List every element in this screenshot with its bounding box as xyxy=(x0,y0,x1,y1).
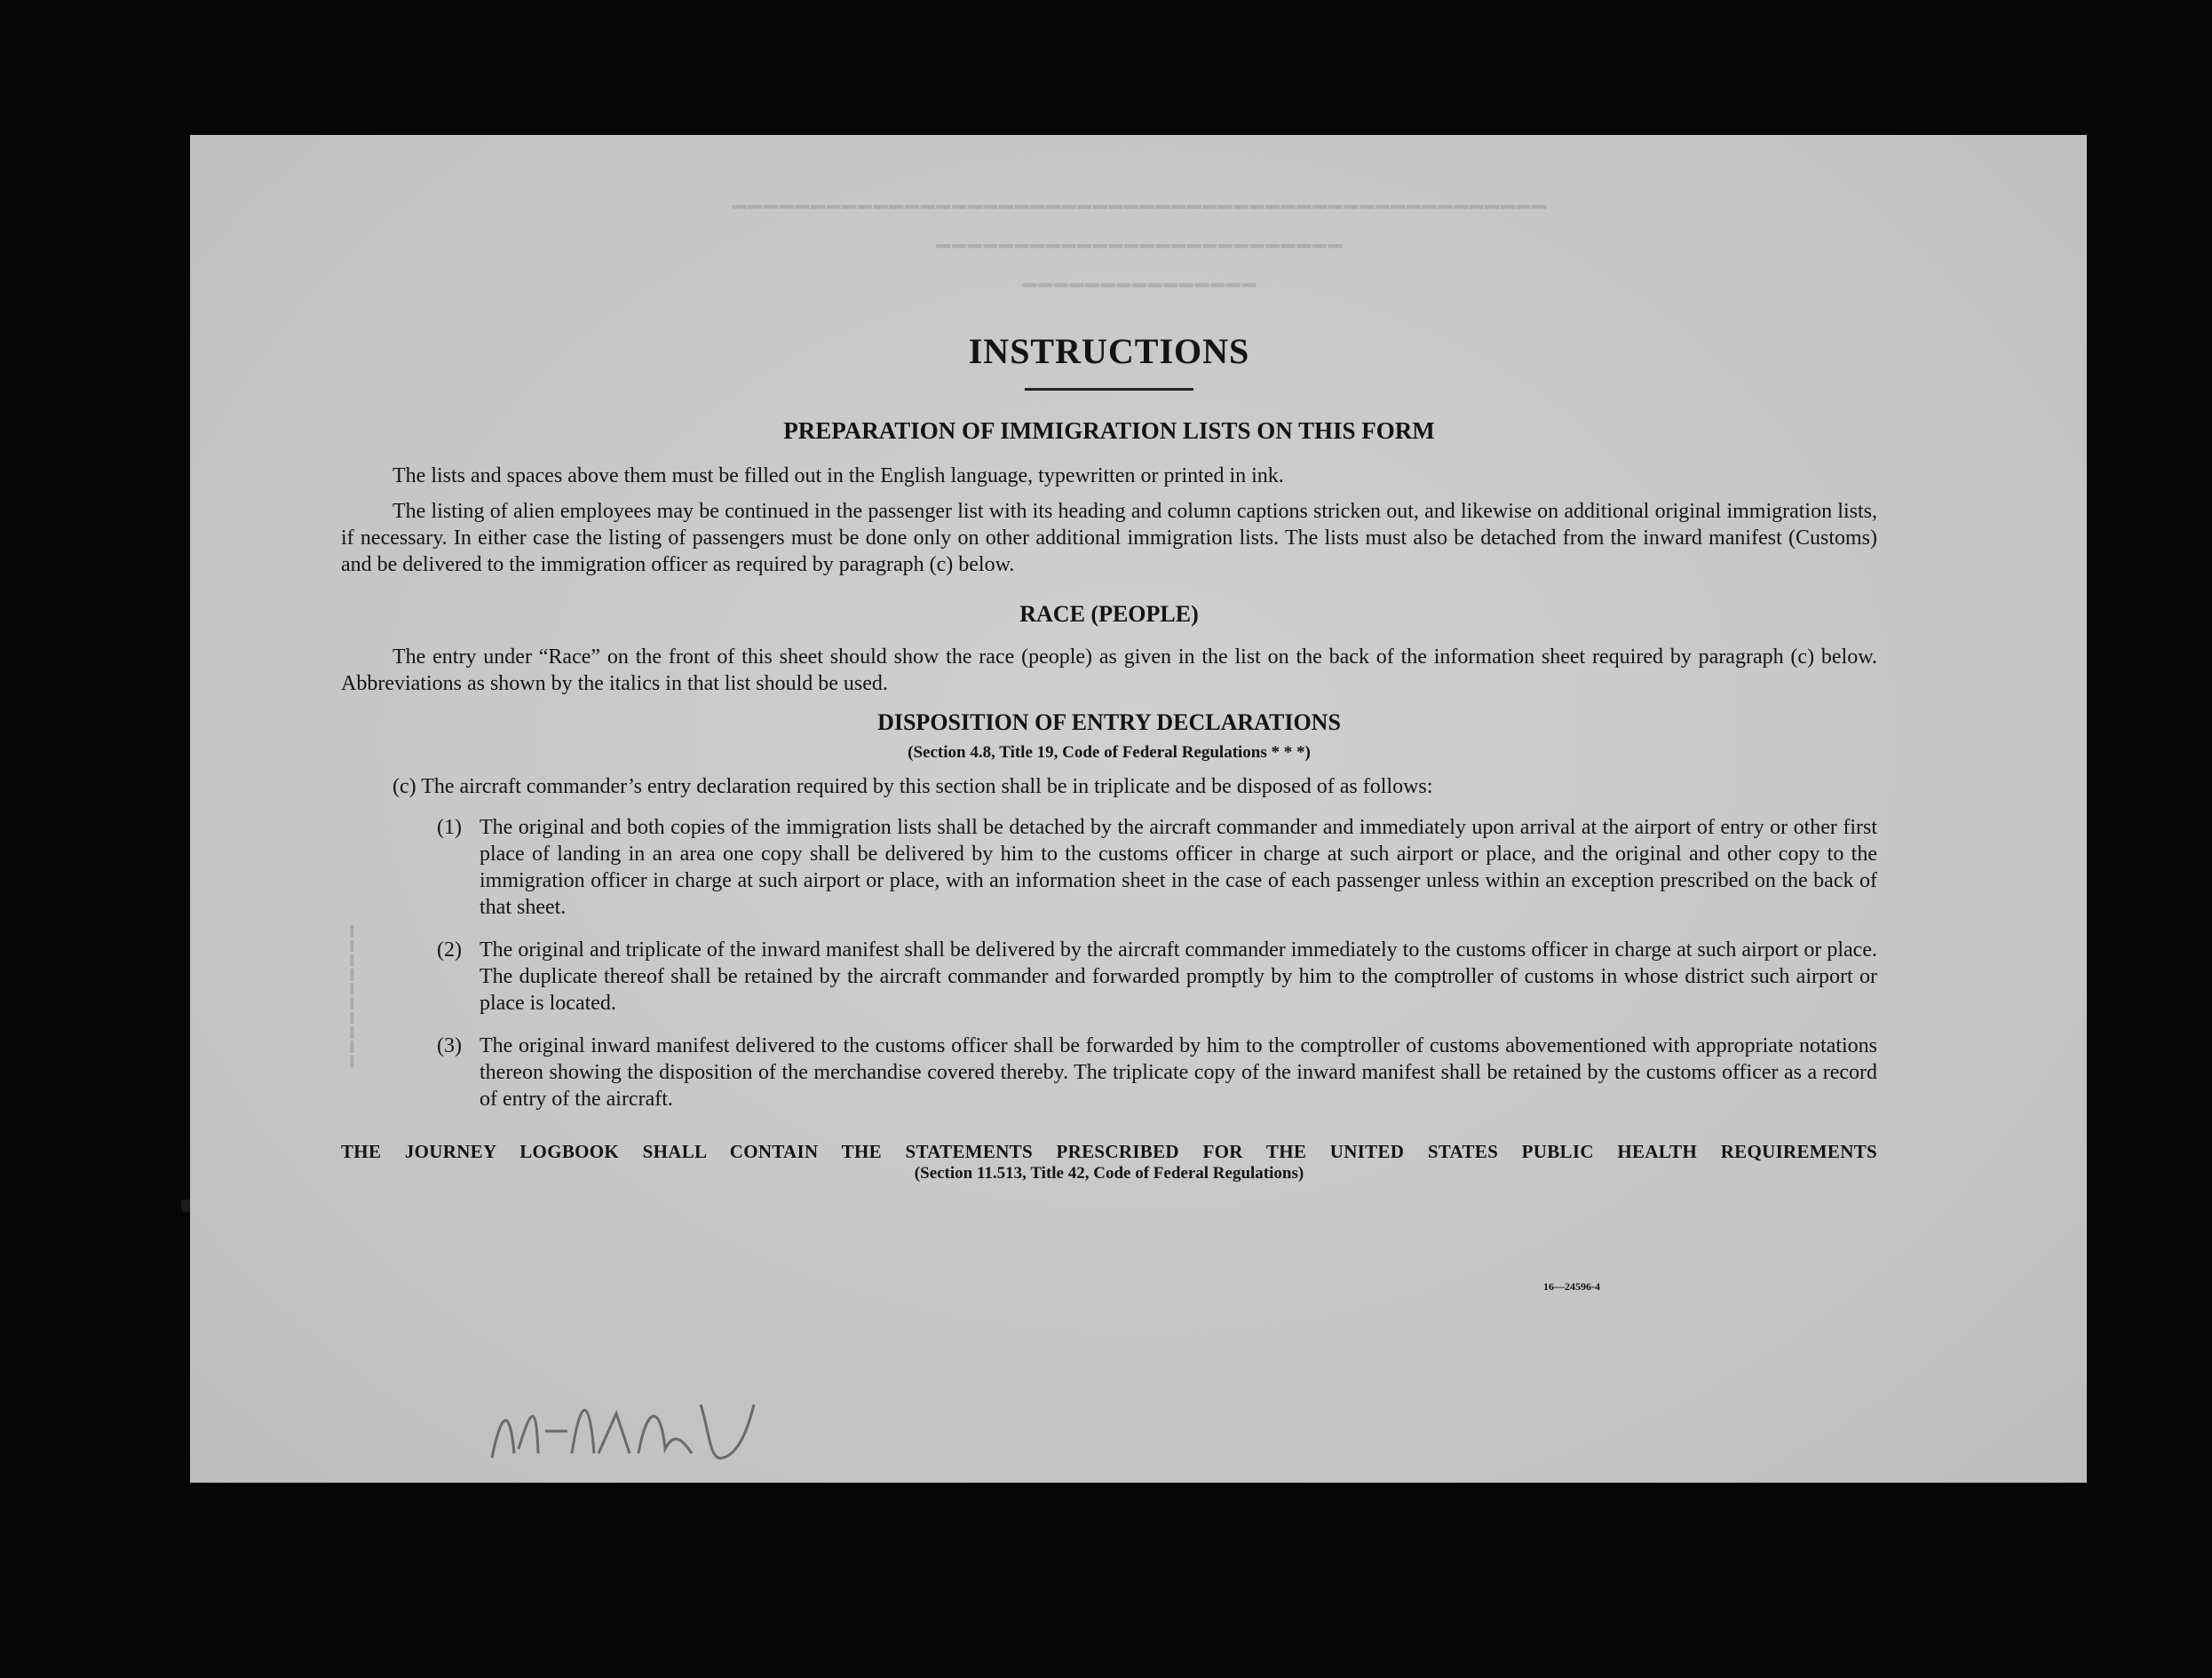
footer-statement: THE JOURNEY LOGBOOK SHALL CONTAIN THE STATEMENTS PRESCRIBED FOR THE UNITED STATES PUBLIC HEALTH REQUIREMENTS xyxy=(341,1141,1877,1162)
list-item xyxy=(341,814,1877,921)
section-citation: (Section 4.8, Title 19, Code of Federal Regulations * * *) xyxy=(908,743,1311,762)
section-heading-preparation: PREPARATION OF IMMIGRATION LISTS ON THIS FORM xyxy=(783,417,1435,444)
paragraph: The lists and spaces above them must be filled out in the English language, typewritten or printed in ink. xyxy=(392,464,1284,487)
paragraph: The listing of alien employees may be continued in the passenger list with its heading and column captions stricken out, and likewise on additional original immigration lists, if necessary. In either case the listing of passengers must be done only on other additional immigration lists. The lists must also be detached from the inward manifest (Customs) and be delivered to the immigration officer as required by paragraph (c) below. xyxy=(341,500,1877,576)
section-heading-disposition: DISPOSITION OF ENTRY DECLARATIONS xyxy=(877,709,1341,735)
document-sheet xyxy=(190,135,2087,1483)
list-item-text: The original inward manifest delivered to the customs officer shall be forwarded by him to the comptroller of customs abovementioned with appropriate notations thereon showing the disposition of the merchandise covered thereby. The triplicate copy of the inward manifest shall be retained by the customs officer as a record of entry of the aircraft. xyxy=(480,1034,1877,1111)
instructions-body xyxy=(341,330,1877,1183)
list-item-number: (3) xyxy=(437,1034,462,1057)
list-item xyxy=(341,1033,1877,1112)
list-item-text: The original and both copies of the immigration lists shall be detached by the aircraft commander and immediately upon arrival at the airport of entry or other first place of landing in an area one copy shall be delivered by him to the customs officer in charge at such airport or place, and the original and other copy to the immigration officer in charge at such airport or place, with an information sheet in the case of each passenger unless within an exception prescribed on the back of that sheet. xyxy=(480,816,1877,919)
form-code: 16—24596-4 xyxy=(1543,1280,1600,1293)
page-title: INSTRUCTIONS xyxy=(968,331,1250,371)
title-rule xyxy=(1025,388,1193,391)
list-item-text: The original and triplicate of the inward manifest shall be delivered by the aircraft commander immediately to the customs officer in charge at such airport or place. The duplicate thereof shall be retained by the aircraft commander and forwarded promptly by him to the comptroller of customs in whose district such airport or place is located. xyxy=(480,938,1877,1015)
handwritten-signature-image xyxy=(483,1378,767,1476)
paragraph-c xyxy=(392,773,1877,800)
list-item-number: (2) xyxy=(437,938,462,962)
paragraph-text: The aircraft commander’s entry declaration required by this section shall be in triplicate and be disposed of as follows: xyxy=(421,775,1433,798)
bleed-through-stamp: ━━━━━━━━━━ xyxy=(341,922,363,1067)
paragraph: The entry under “Race” on the front of this sheet should show the race (people) as given in the list on the back of the information sheet required by paragraph (c) below. Abbreviations as shown by the italics in that list should be used. xyxy=(341,645,1877,695)
bleed-through-text: ━━━━━━━━━━━━━━━━━━━━━━━━━━━━━━━━━━━━━━━━━━━━━━━━━━━━ ━━━━━━━━━━━━━━━━━━━━━━━━━━ ━━━━━━━━━━━━━━━ xyxy=(731,194,1546,298)
paragraph-label: (c) xyxy=(392,775,416,798)
footer-citation: (Section 11.513, Title 42, Code of Federal Regulations) xyxy=(914,1164,1304,1183)
list-item-number: (1) xyxy=(437,816,462,839)
list-item xyxy=(341,937,1877,1017)
section-heading-race: RACE (PEOPLE) xyxy=(1019,601,1199,627)
